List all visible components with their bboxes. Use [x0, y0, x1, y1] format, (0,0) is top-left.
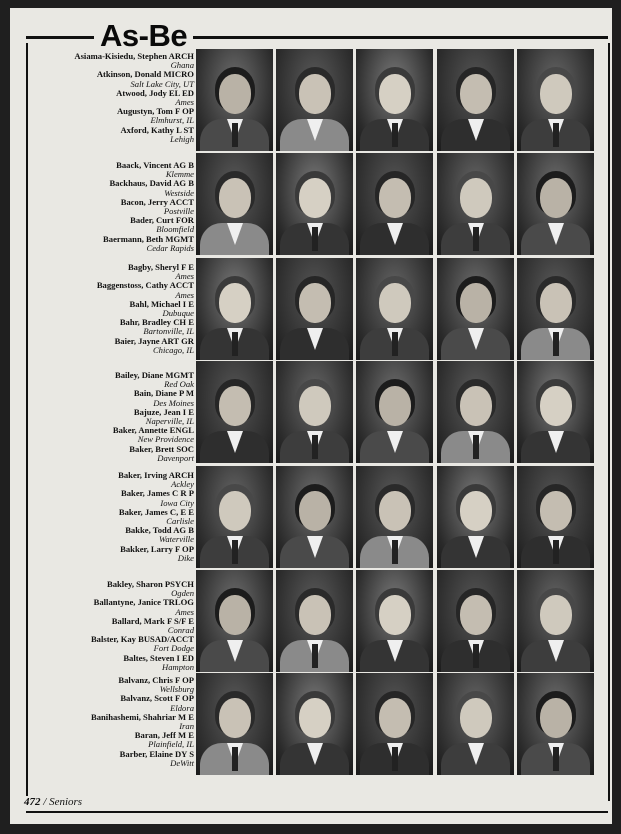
student-hometown: Ghana [170, 60, 194, 71]
student-name: Bajuze, Jean I E [133, 406, 194, 417]
senior-portrait [517, 673, 594, 775]
student-name: Atwood, Jody EL ED [116, 87, 194, 98]
senior-portrait [437, 466, 514, 568]
senior-portrait [356, 258, 433, 360]
student-hometown: Westside [164, 187, 194, 198]
caption-entry [30, 526, 194, 544]
caption-entry [30, 300, 194, 318]
senior-portrait [356, 466, 433, 568]
student-name: Bader, Curt FOR [130, 215, 194, 226]
caption-entry [30, 371, 194, 389]
caption-entry [30, 731, 194, 749]
right-border-rule [608, 43, 610, 801]
section-name: Seniors [49, 796, 83, 808]
senior-portrait [356, 153, 433, 255]
senior-portrait [356, 673, 433, 775]
senior-portrait [276, 570, 353, 672]
caption-entry [30, 426, 194, 444]
student-hometown: Ames [175, 289, 194, 300]
student-hometown: Iowa City [160, 497, 194, 508]
senior-portrait [437, 49, 514, 151]
student-hometown: Eldora [170, 702, 194, 713]
student-name: Balster, Kay BUSAD/ACCT [90, 634, 194, 645]
caption-entry [30, 281, 194, 299]
caption-entry [30, 389, 194, 407]
student-hometown: Davenport [157, 452, 194, 463]
student-hometown: Fort Dodge [153, 643, 194, 654]
senior-portrait [196, 673, 273, 775]
student-name: Baker, James C R P [121, 488, 194, 499]
senior-portrait [196, 466, 273, 568]
senior-portrait [517, 258, 594, 360]
caption-entry [30, 694, 194, 712]
student-hometown: Plainfield, IL [148, 739, 194, 750]
caption-entry [30, 408, 194, 426]
student-name: Baggenstoss, Cathy ACCT [96, 280, 194, 291]
student-name: Atkinson, Donald MICRO [96, 69, 194, 80]
senior-portrait [517, 361, 594, 463]
senior-portrait [517, 570, 594, 672]
name-caption-list [30, 580, 194, 672]
student-name: Baker, Annette ENGL [112, 425, 194, 436]
student-hometown: DeWitt [170, 757, 194, 768]
senior-portrait [276, 153, 353, 255]
caption-entry [30, 52, 194, 70]
student-hometown: Elmhurst, IL [150, 115, 194, 126]
student-hometown: Hampton [162, 661, 194, 672]
student-hometown: Klemme [165, 169, 194, 180]
caption-entry [30, 545, 194, 563]
caption-entry [30, 508, 194, 526]
senior-portrait [517, 466, 594, 568]
senior-portrait [517, 49, 594, 151]
student-hometown: Conrad [167, 625, 194, 636]
student-name: Bakker, Larry F OP [120, 543, 194, 554]
student-name: Bahl, Michael I E [129, 298, 194, 309]
caption-entry [30, 598, 194, 616]
senior-portrait [196, 361, 273, 463]
student-name: Bailey, Diane MGMT [114, 370, 194, 380]
caption-entry [30, 235, 194, 253]
student-name: Augustyn, Tom F OP [116, 106, 194, 117]
student-hometown: Des Moines [153, 397, 194, 408]
page-folio: 472 / Seniors [24, 796, 88, 808]
caption-entry [30, 337, 194, 355]
student-name: Bahr, Bradley CH E [119, 317, 194, 328]
student-hometown: Iran [179, 721, 194, 732]
student-name: Balvanz, Scott F OP [120, 693, 194, 704]
yearbook-page [10, 8, 612, 824]
student-hometown: Carlisle [166, 516, 194, 527]
name-caption-list [30, 161, 194, 253]
student-hometown: Wellsburg [159, 684, 194, 695]
caption-entry [30, 471, 194, 489]
page-number: 472 [24, 796, 41, 808]
student-name: Baier, Jayne ART GR [114, 335, 194, 346]
senior-portrait [196, 570, 273, 672]
footer-rule [26, 811, 608, 813]
name-caption-list [30, 263, 194, 355]
caption-entry [30, 750, 194, 768]
student-hometown: Dubuque [162, 308, 194, 319]
name-caption-list [30, 52, 194, 144]
student-name: Bagby, Sheryl F E [127, 262, 194, 272]
caption-entry [30, 654, 194, 672]
student-name: Baran, Jeff M E [134, 730, 194, 741]
caption-entry [30, 489, 194, 507]
senior-portrait [196, 258, 273, 360]
student-name: Backhaus, David AG B [109, 178, 194, 189]
page-title: As-Be [94, 20, 193, 52]
student-hometown: New Providence [137, 434, 194, 445]
senior-portrait [437, 570, 514, 672]
senior-portrait [276, 673, 353, 775]
student-hometown: Naperville, IL [145, 416, 194, 427]
student-name: Baker, Irving ARCH [118, 470, 194, 480]
caption-entry [30, 216, 194, 234]
student-name: Baermann, Beth MGMT [103, 233, 194, 244]
senior-portrait [437, 361, 514, 463]
caption-entry [30, 676, 194, 694]
student-hometown: Bloomfield [156, 224, 194, 235]
student-name: Bain, Diane P M [133, 388, 194, 399]
student-name: Axford, Kathy L ST [120, 124, 194, 135]
senior-portrait [276, 466, 353, 568]
caption-entry [30, 107, 194, 125]
student-hometown: Red Oak [164, 379, 194, 390]
senior-portrait [276, 49, 353, 151]
student-hometown: Dike [177, 552, 194, 563]
senior-portrait [356, 570, 433, 672]
student-hometown: Chicago, IL [152, 344, 194, 355]
student-name: Banihashemi, Shahriar M E [91, 711, 194, 722]
student-hometown: Ackley [171, 479, 194, 490]
student-hometown: Lehigh [170, 133, 194, 144]
senior-portrait [437, 258, 514, 360]
senior-portrait [196, 153, 273, 255]
student-name: Balvanz, Chris F OP [118, 675, 194, 685]
caption-entry [30, 318, 194, 336]
senior-portrait [276, 258, 353, 360]
student-name: Ballantyne, Janice TRLOG [93, 597, 194, 608]
student-name: Baker, Brett SOC [129, 443, 194, 454]
caption-entry [30, 126, 194, 144]
student-name: Barber, Elaine DY S [119, 748, 194, 759]
caption-entry [30, 179, 194, 197]
student-name: Bakley, Sharon PSYCH [107, 579, 194, 589]
caption-entry [30, 445, 194, 463]
student-hometown: Ogden [171, 588, 194, 599]
student-name: Baltes, Steven I ED [123, 652, 194, 663]
left-border-rule [26, 43, 28, 801]
student-hometown: Bartonville, IL [143, 326, 194, 337]
caption-entry [30, 161, 194, 179]
senior-portrait [196, 49, 273, 151]
senior-portrait [437, 153, 514, 255]
student-hometown: Ames [175, 271, 194, 282]
senior-portrait [276, 361, 353, 463]
caption-entry [30, 89, 194, 107]
senior-portrait [517, 153, 594, 255]
caption-entry [30, 263, 194, 281]
student-hometown: Waterville [158, 534, 194, 545]
caption-entry [30, 580, 194, 598]
caption-entry [30, 635, 194, 653]
student-name: Baker, James C, E E [118, 506, 194, 517]
student-name: Ballard, Mark F S/F E [111, 615, 194, 626]
student-name: Bakke, Todd AG B [125, 525, 194, 536]
caption-entry [30, 198, 194, 216]
student-name: Bacon, Jerry ACCT [120, 196, 194, 207]
student-hometown: Postville [163, 206, 194, 217]
student-hometown: Ames [175, 97, 194, 108]
name-caption-list [30, 471, 194, 563]
caption-entry [30, 617, 194, 635]
senior-portrait [356, 361, 433, 463]
student-hometown: Ames [175, 606, 194, 617]
name-caption-list [30, 371, 194, 463]
caption-entry [30, 713, 194, 731]
caption-entry [30, 70, 194, 88]
student-hometown: Cedar Rapids [146, 242, 194, 253]
student-name: Asiama-Kisiedu, Stephen ARCH [74, 51, 194, 61]
senior-portrait [356, 49, 433, 151]
name-caption-list [30, 676, 194, 768]
student-name: Baack, Vincent AG B [116, 160, 194, 170]
student-hometown: Salt Lake City, UT [130, 78, 194, 89]
senior-portrait [437, 673, 514, 775]
